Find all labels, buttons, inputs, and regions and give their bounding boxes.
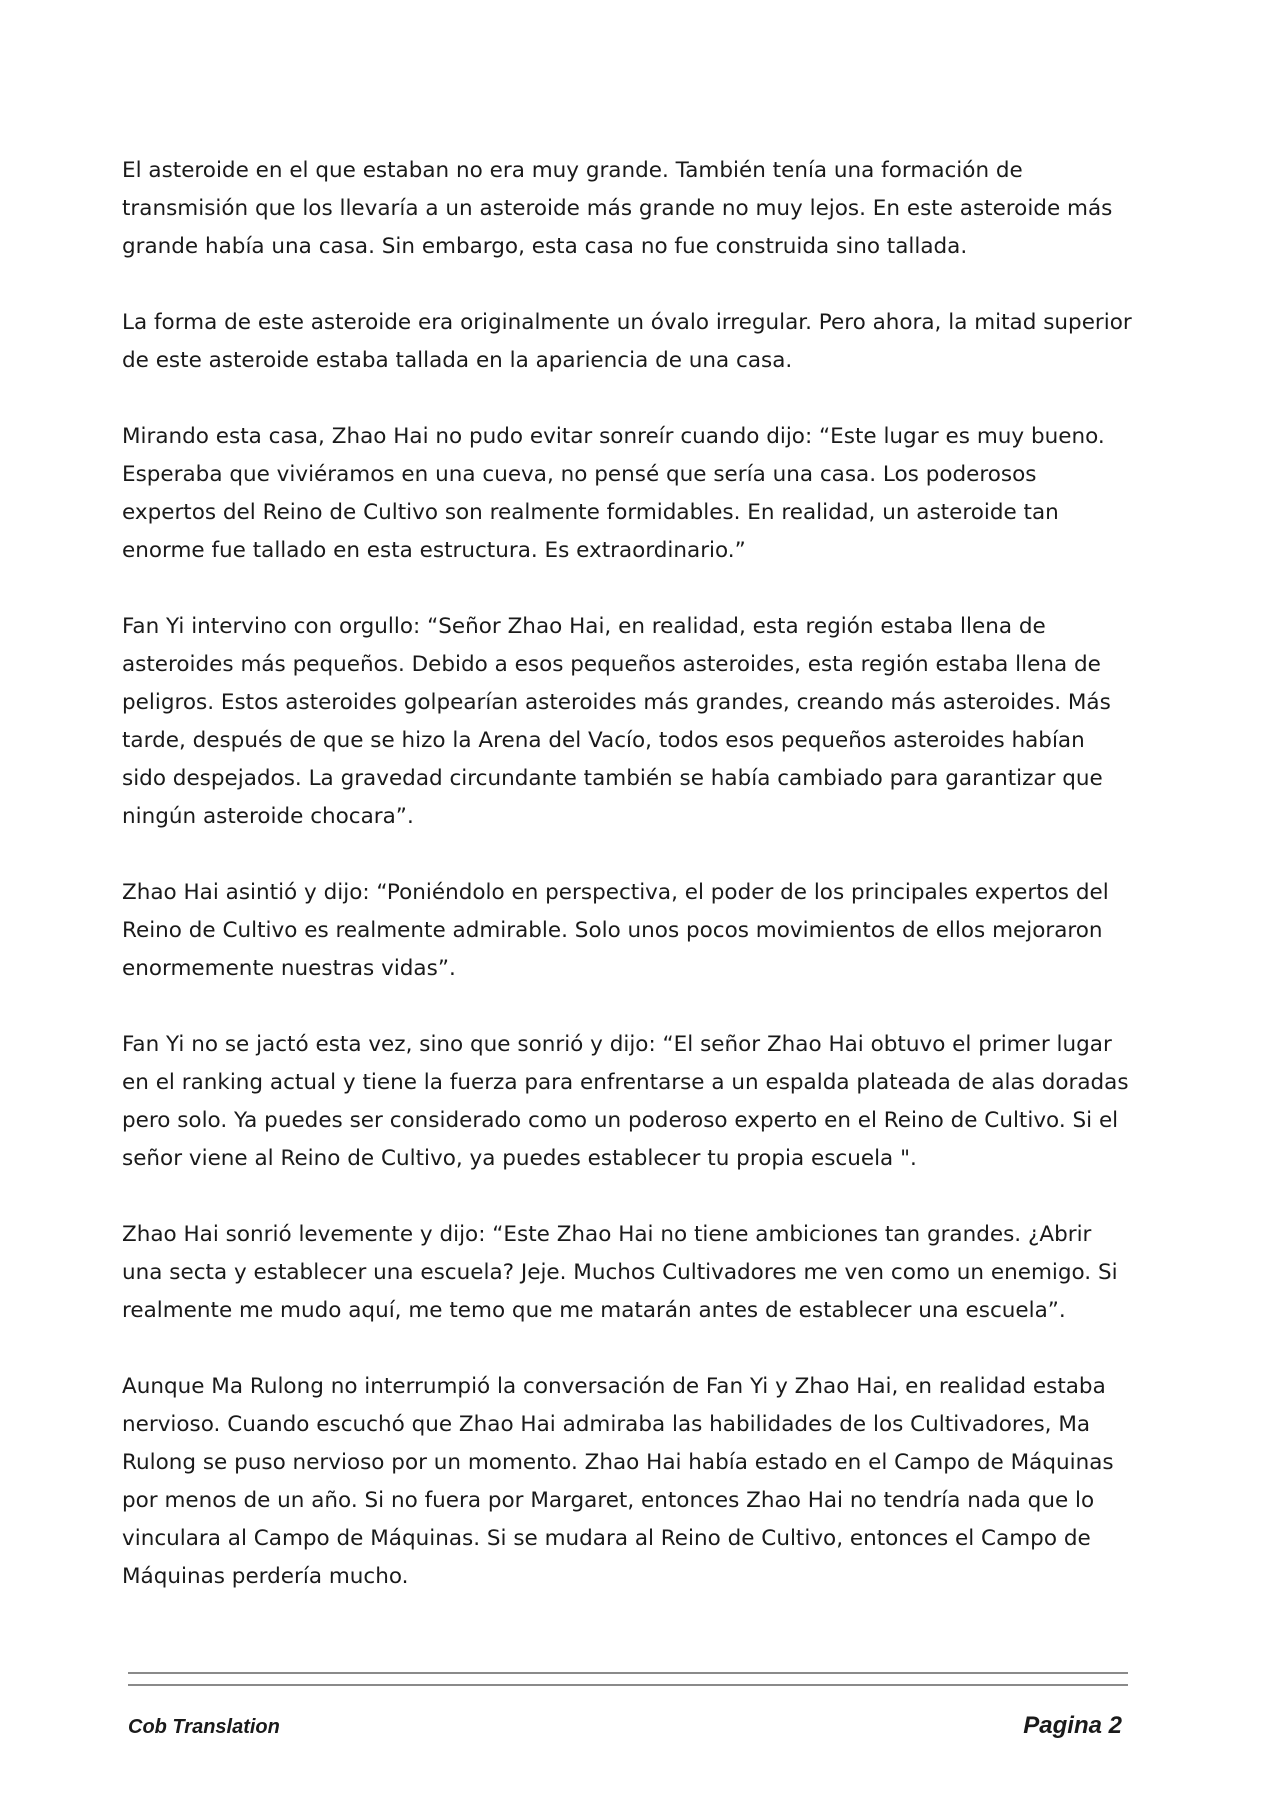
paragraph-5: Zhao Hai asintió y dijo: “Poniéndolo en perspectiva, el poder de los principales expertos del Reino de Cultivo es realmente admirable. Solo unos pocos movimientos de ellos mejoraron enormemente nuestras vidas”. [122, 880, 1109, 981]
paragraph-8: Aunque Ma Rulong no interrumpió la conversación de Fan Yi y Zhao Hai, en realidad estaba nervioso. Cuando escuchó que Zhao Hai admiraba las habilidades de los Cultivadores, Ma Rulong se puso nervioso por un momento. Zhao Hai había estado en el Campo de Máquinas por menos de un año. Si no fuera por Margaret, entonces Zhao Hai no tendría nada que lo vinculara al Campo de Máquinas. Si se mudara al Reino de Cultivo, entonces el Campo de Máquinas perdería mucho. [122, 1374, 1114, 1589]
footer-rule-bottom [128, 1684, 1128, 1686]
footer-rule-top [128, 1672, 1128, 1674]
footer-page-number: Pagina 2 [1023, 1712, 1122, 1739]
paragraph-4: Fan Yi intervino con orgullo: “Señor Zhao Hai, en realidad, esta región estaba llena de asteroides más pequeños. Debido a esos pequeños asteroides, esta región estaba llena de peligros. Estos asteroides golpearían asteroides más grandes, creando más asteroides. Más tarde, después de que se hizo la Arena del Vacío, todos esos pequeños asteroides habían sido despejados. La gravedad circundante también se había cambiado para garantizar que ningún asteroide chocara”. [122, 614, 1111, 829]
document-body [122, 152, 1132, 1634]
paragraph-2: La forma de este asteroide era originalmente un óvalo irregular. Pero ahora, la mitad superior de este asteroide estaba tallada en la apariencia de una casa. [122, 310, 1132, 373]
footer-translator-credit: Cob Translation [128, 1716, 280, 1738]
paragraph-3: Mirando esta casa, Zhao Hai no pudo evitar sonreír cuando dijo: “Este lugar es muy bueno. Esperaba que viviéramos en una cueva, no pensé que sería una casa. Los poderosos expertos del Reino de Cultivo son realmente formidables. En realidad, un asteroide tan enorme fue tallado en esta estructura. Es extraordinario.” [122, 424, 1105, 563]
footer-divider [128, 1672, 1128, 1686]
paragraph-7: Zhao Hai sonrió levemente y dijo: “Este Zhao Hai no tiene ambiciones tan grandes. ¿Abrir una secta y establecer una escuela? Jeje. Muchos Cultivadores me ven como un enemigo. Si realmente me mudo aquí, me temo que me matarán antes de establecer una escuela”. [122, 1222, 1118, 1323]
paragraph-1: El asteroide en el que estaban no era muy grande. También tenía una formación de transmisión que los llevaría a un asteroide más grande no muy lejos. En este asteroide más grande había una casa. Sin embargo, esta casa no fue construida sino tallada. [122, 158, 1113, 259]
paragraph-6: Fan Yi no se jactó esta vez, sino que sonrió y dijo: “El señor Zhao Hai obtuvo el primer lugar en el ranking actual y tiene la fuerza para enfrentarse a un espalda plateada de alas doradas pero solo. Ya puedes ser considerado como un poderoso experto en el Reino de Cultivo. Si el señor viene al Reino de Cultivo, ya puedes establecer tu propia escuela ". [122, 1032, 1129, 1171]
